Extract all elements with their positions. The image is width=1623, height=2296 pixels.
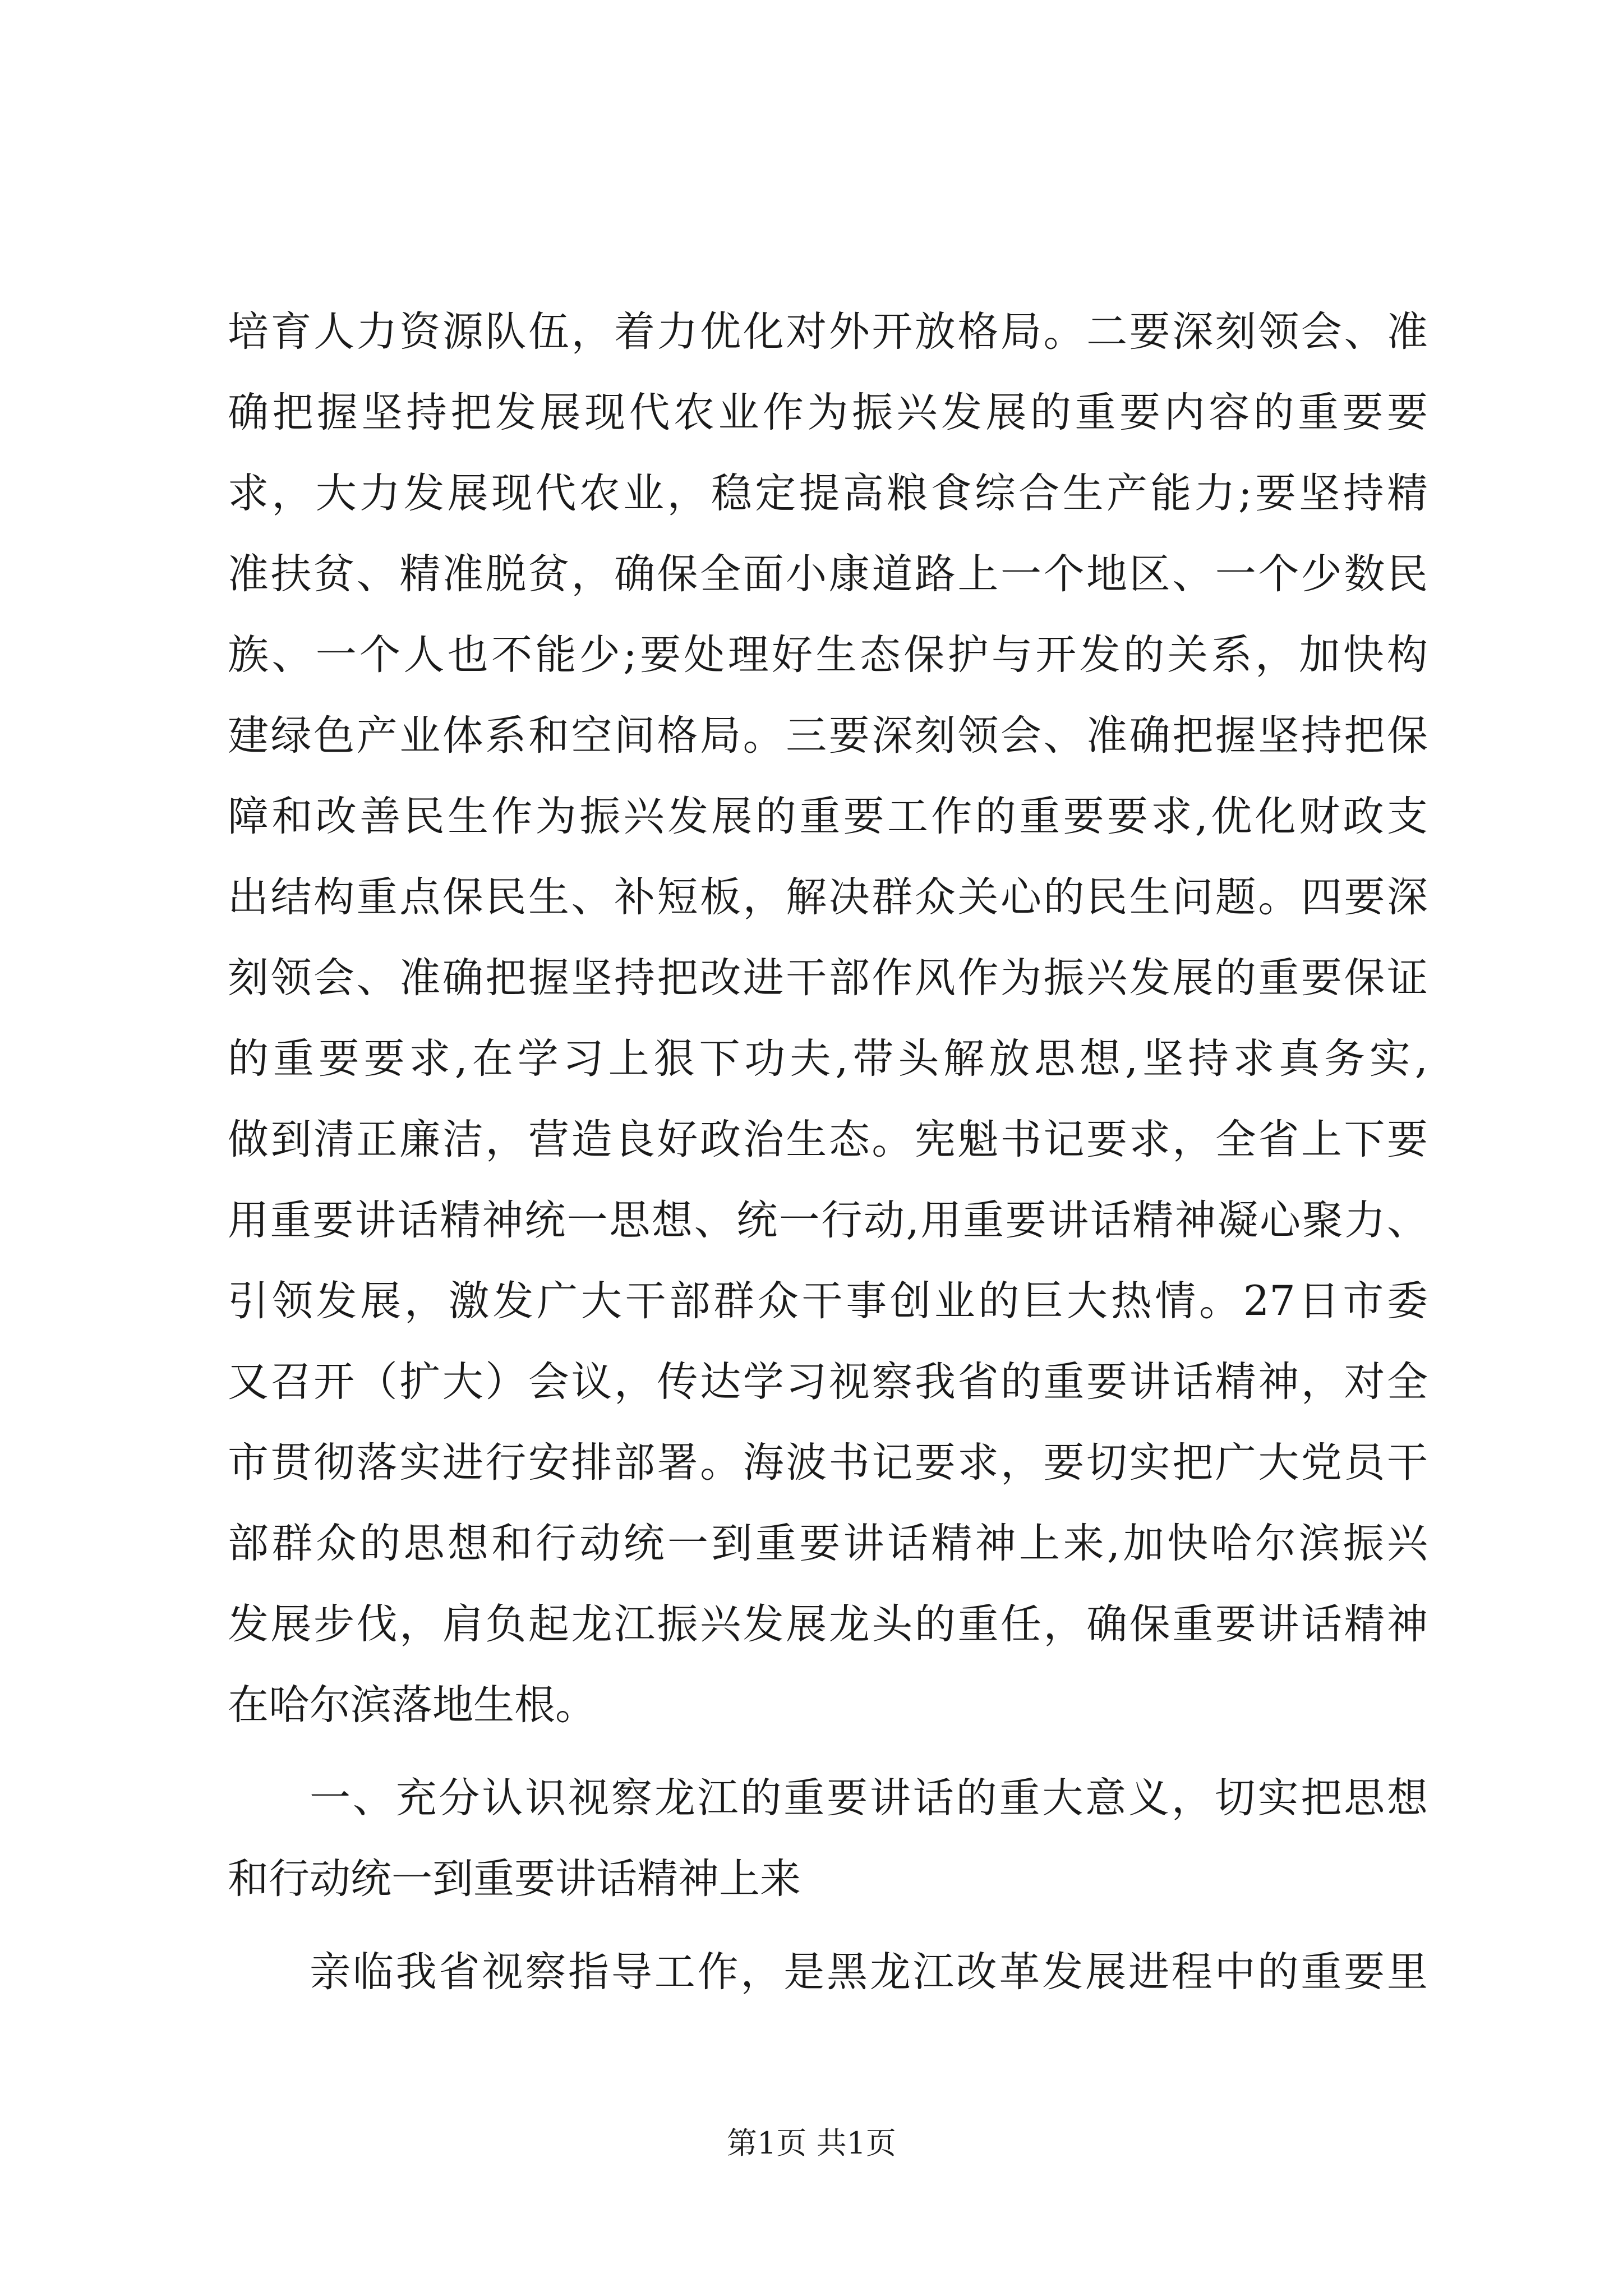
text-line: 确把握坚持把发展现代农业作为振兴发展的重要内容的重要要 bbox=[228, 389, 1428, 436]
page-footer bbox=[0, 2119, 1623, 2162]
heading-line: 和行动统一到重要讲话精神上来 bbox=[228, 1855, 801, 1903]
text-line: 发展步伐，肩负起龙江振兴发展龙头的重任，确保重要讲话精神 bbox=[228, 1600, 1428, 1648]
text-line: 引领发展，激发广大干部群众干事创业的巨大热情。27日市委 bbox=[228, 1277, 1428, 1325]
text-line: 在哈尔滨落地生根。 bbox=[228, 1681, 596, 1729]
text-line: 部群众的思想和行动统一到重要讲话精神上来,加快哈尔滨振兴 bbox=[228, 1520, 1428, 1567]
text-line: 用重要讲话精神统一思想、统一行动,用重要讲话精神凝心聚力、 bbox=[228, 1197, 1428, 1244]
text-line: 准扶贫、精准脱贫，确保全面小康道路上一个地区、一个少数民 bbox=[228, 550, 1428, 598]
page-number: 第1页 共1页 bbox=[727, 2125, 896, 2161]
section-heading bbox=[228, 1758, 1428, 1920]
text-line: 做到清正廉洁，营造良好政治生态。宪魁书记要求，全省上下要 bbox=[228, 1116, 1428, 1163]
text-line: 出结构重点保民生、补短板，解决群众关心的民生问题。四要深 bbox=[228, 873, 1428, 921]
text-line: 障和改善民生作为振兴发展的重要工作的重要要求,优化财政支 bbox=[228, 793, 1428, 840]
document-body bbox=[228, 292, 1428, 2013]
paragraph-2 bbox=[228, 1932, 1428, 2013]
text-line: 市贯彻落实进行安排部署。海波书记要求，要切实把广大党员干 bbox=[228, 1439, 1428, 1487]
text-line: 族、一个人也不能少;要处理好生态保护与开发的关系，加快构 bbox=[228, 631, 1428, 679]
text-line: 亲临我省视察指导工作，是黑龙江改革发展进程中的重要里 bbox=[310, 1948, 1428, 1996]
text-line: 培育人力资源队伍，着力优化对外开放格局。二要深刻领会、准 bbox=[228, 308, 1428, 356]
paragraph-1 bbox=[228, 292, 1428, 1746]
text-line: 刻领会、准确把握坚持把改进干部作风作为振兴发展的重要保证 bbox=[228, 954, 1428, 1002]
heading-line: 一、充分认识视察龙江的重要讲话的重大意义，切实把思想 bbox=[310, 1774, 1428, 1822]
text-line: 的重要要求,在学习上狠下功夫,带头解放思想,坚持求真务实, bbox=[228, 1035, 1428, 1083]
text-line: 又召开（扩大）会议，传达学习视察我省的重要讲话精神，对全 bbox=[228, 1358, 1428, 1406]
text-line: 建绿色产业体系和空间格局。三要深刻领会、准确把握坚持把保 bbox=[228, 712, 1428, 760]
text-line: 求，大力发展现代农业，稳定提高粮食综合生产能力;要坚持精 bbox=[228, 470, 1428, 517]
